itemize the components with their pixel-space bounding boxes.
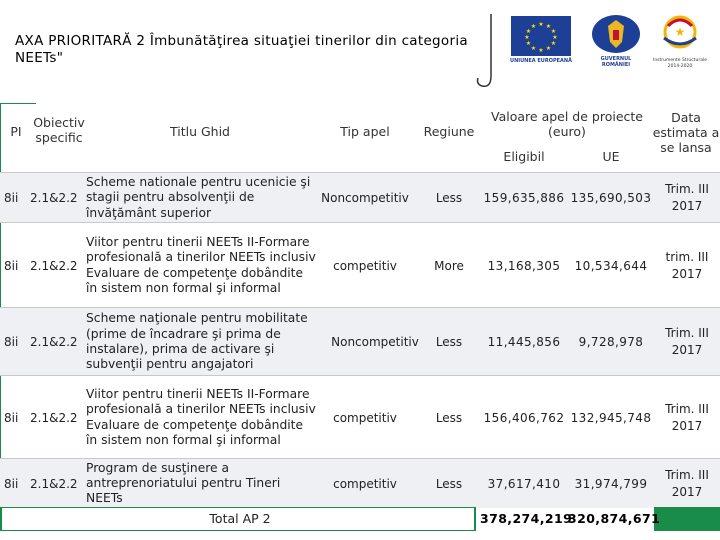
- decorative-divider: [476, 14, 506, 92]
- table-row: [0, 458, 720, 508]
- cell-pi: 8ii: [4, 335, 19, 349]
- cell-ue: 31,974,799: [574, 476, 648, 491]
- cell-date: Trim. III 2017: [665, 326, 709, 357]
- cell-date: Trim. III 2017: [665, 182, 709, 213]
- cell-date: trim. III 2017: [665, 249, 709, 281]
- cell-pi: 8ii: [4, 191, 19, 205]
- cell-title: Viitor pentru tinerii NEETs II-Formare profesională a tinerilor NEETs inclusiv Evaluare de competenţe dobândite în sistem non formal şi informal: [86, 234, 316, 295]
- svg-text:★: ★: [525, 40, 532, 47]
- table-row: [0, 172, 720, 223]
- cell-call-type: competitiv: [333, 410, 397, 425]
- svg-text:★: ★: [530, 45, 537, 52]
- cell-objective: 2.1&2.2: [30, 191, 78, 205]
- table-row: [0, 307, 720, 376]
- svg-text:★: ★: [538, 21, 544, 28]
- cell-region: More: [434, 258, 464, 273]
- cell-title: Viitor pentru tinerii NEETs II-Formare profesională a tinerilor NEETs inclusiv Evaluare de competenţe dobândite în sistem non formal şi informal: [86, 386, 316, 447]
- cell-eligible: 11,445,856: [487, 335, 561, 349]
- svg-text:★: ★: [674, 25, 686, 39]
- cell-region: Less: [435, 335, 463, 349]
- col-header-date: Data estimata a se lansa: [652, 109, 720, 155]
- total-label: Total AP 2: [209, 511, 271, 526]
- svg-text:★: ★: [538, 47, 544, 54]
- total-row: [0, 507, 720, 531]
- col-header-title: Titlu Ghid: [120, 120, 280, 142]
- cell-pi: 8ii: [4, 476, 19, 491]
- total-ue: 320,874,671: [568, 511, 661, 526]
- col-header-objective: Obiectiv specific: [28, 112, 90, 148]
- eu-logo: [508, 16, 574, 64]
- cell-pi: 8ii: [4, 410, 19, 425]
- eu-flag-icon: [511, 16, 571, 56]
- cell-call-type: competitiv: [333, 476, 397, 491]
- svg-text:★: ★: [524, 34, 530, 41]
- cell-call-type: Noncompetitiv: [321, 191, 409, 205]
- structural-instruments-caption: Instrumente Structurale 2014-2020: [653, 58, 707, 69]
- cell-region: Less: [435, 476, 463, 491]
- total-eligible: 378,274,219: [480, 511, 573, 526]
- col-header-value-group: Valoare apel de proiecte (euro): [480, 107, 654, 141]
- col-header-pi: PI: [4, 120, 28, 142]
- table-frame-top: [0, 103, 36, 104]
- structural-instruments-logo: [650, 12, 710, 72]
- cell-eligible: 37,617,410: [487, 476, 561, 491]
- cell-objective: 2.1&2.2: [30, 410, 78, 425]
- cell-region: Less: [435, 410, 463, 425]
- svg-text:★: ★: [530, 23, 537, 30]
- table-row: [0, 375, 720, 459]
- cell-pi: 8ii: [4, 258, 19, 273]
- page-title: AXA PRIORITARĂ 2 Îmbunătăţirea situaţiei tinerilor din categoria NEETs": [15, 33, 468, 66]
- cell-objective: 2.1&2.2: [30, 258, 78, 273]
- government-logo: [588, 14, 644, 68]
- star-emblem-icon: [650, 12, 710, 56]
- svg-text:★: ★: [550, 28, 557, 35]
- col-header-eligible: Eligibil: [480, 145, 568, 167]
- cell-eligible: 156,406,762: [483, 410, 565, 425]
- cell-date: Trim. III 2017: [665, 401, 709, 433]
- slide-header: [0, 0, 720, 100]
- cell-ue: 10,534,644: [574, 258, 648, 273]
- cell-objective: 2.1&2.2: [30, 335, 78, 349]
- cell-title: Scheme nationale pentru ucenicie şi stagii pentru absolvenţii de învăţământ superior: [86, 175, 311, 220]
- government-caption: GUVERNUL ROMÂNIEI: [600, 56, 632, 68]
- cell-ue: 132,945,748: [570, 410, 652, 425]
- table-row: [0, 222, 720, 308]
- col-header-call-type: Tip apel: [322, 120, 408, 142]
- svg-text:★: ★: [545, 45, 552, 52]
- cell-objective: 2.1&2.2: [30, 476, 78, 491]
- cell-call-type: competitiv: [333, 258, 397, 273]
- col-header-region: Regiune: [418, 120, 480, 142]
- col-header-ue: UE: [568, 145, 654, 167]
- svg-text:★: ★: [550, 40, 557, 47]
- svg-text:★: ★: [552, 34, 558, 41]
- cell-ue: 9,728,978: [578, 335, 644, 349]
- cell-title: Program de susţinere a antreprenoriatului pentru Tineri NEETs: [86, 460, 281, 506]
- eu-caption: UNIUNEA EUROPEANĂ: [510, 58, 572, 64]
- cell-date: Trim. III 2017: [665, 467, 709, 499]
- svg-text:★: ★: [545, 23, 552, 30]
- cell-ue: 135,690,503: [570, 191, 652, 205]
- romania-coat-of-arms-icon: [588, 14, 644, 56]
- cell-title: Scheme naţionale pentru mobilitate (prime de încadrare şi prima de instalare), prima de activare şi subvenţii pentru angajatori: [86, 311, 308, 372]
- cell-eligible: 13,168,305: [487, 258, 561, 273]
- cell-call-type: Noncompetitiv: [331, 335, 419, 349]
- svg-text:★: ★: [525, 28, 532, 35]
- cell-eligible: 159,635,886: [483, 191, 565, 205]
- cell-region: Less: [435, 191, 463, 205]
